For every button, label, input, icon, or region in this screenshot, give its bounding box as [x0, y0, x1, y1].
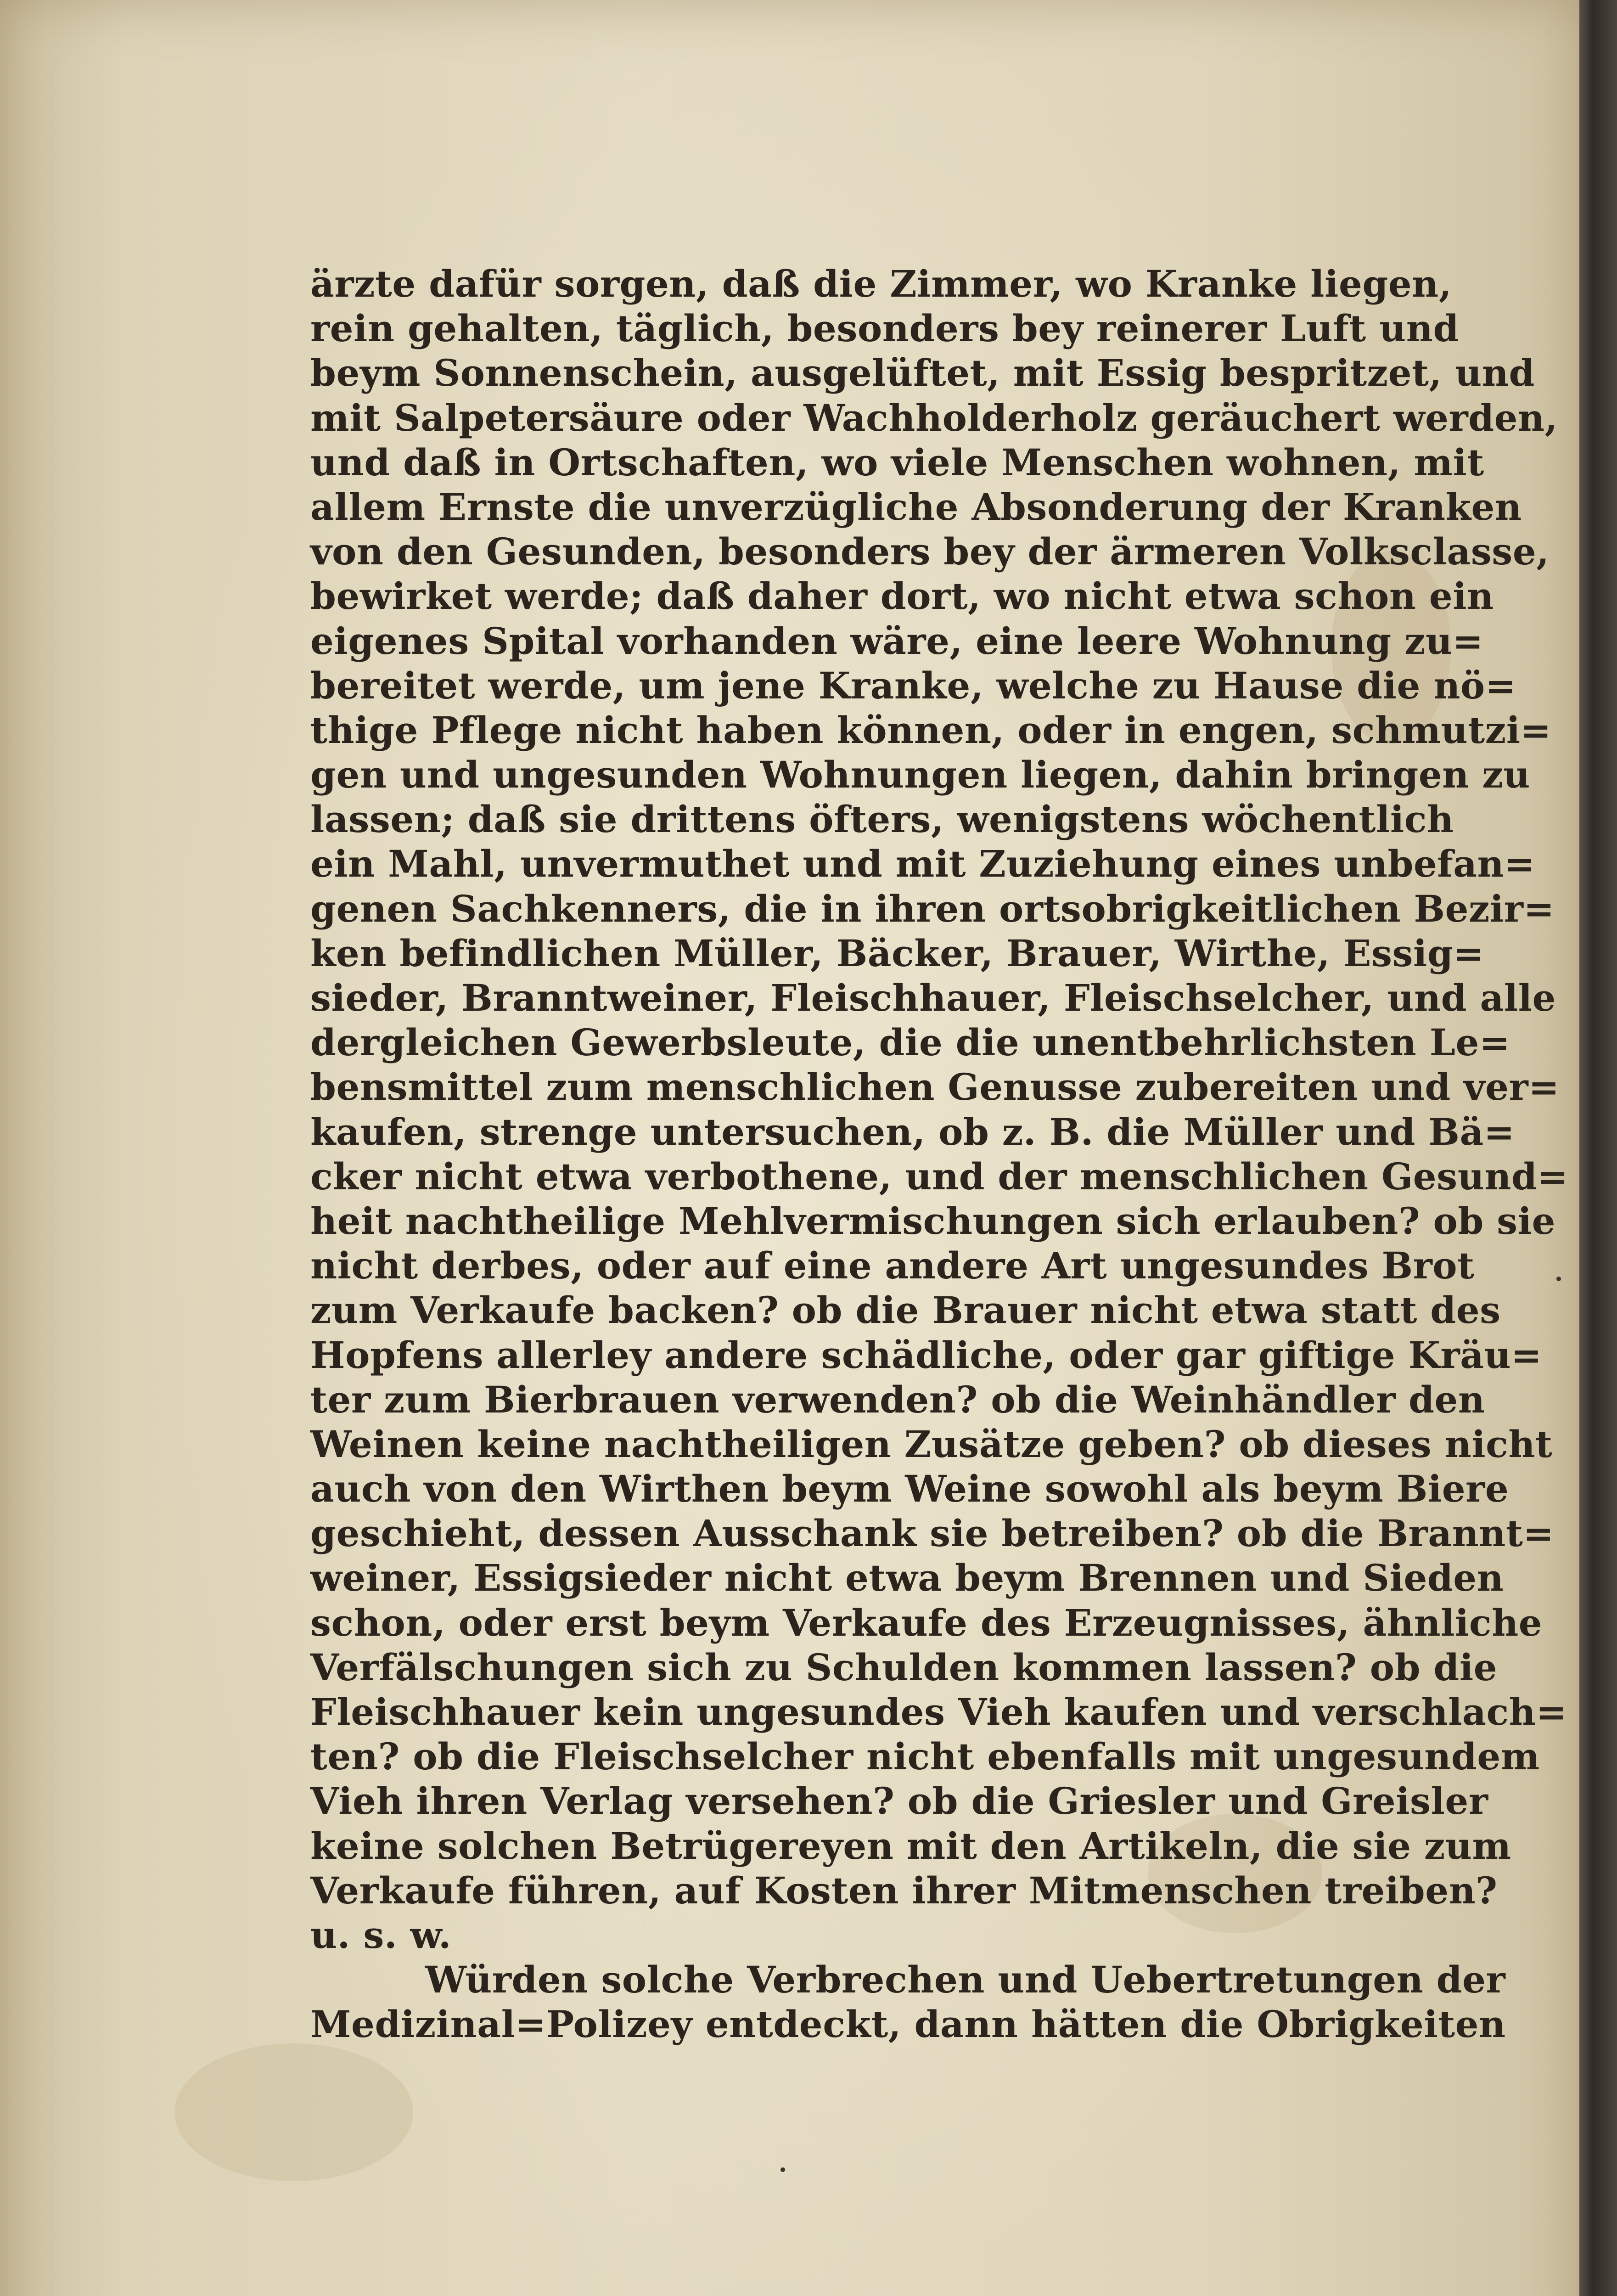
- text-line: kaufen, strenge untersuchen, ob z. B. die Müller und Bä=: [310, 1110, 1515, 1154]
- text-line: zum Verkaufe backen? ob die Brauer nicht etwa statt des: [310, 1289, 1501, 1332]
- text-line: beym Sonnenschein, ausgelüftet, mit Essig bespritzet, und: [310, 351, 1535, 395]
- text-line: und daß in Ortschaften, wo viele Menschen wohnen, mit: [310, 440, 1484, 484]
- text-line: Vieh ihren Verlag versehen? ob die Griesler und Greisler: [310, 1779, 1488, 1823]
- text-line: u. s. w.: [310, 1913, 452, 1957]
- text-line: bereitet werde, um jene Kranke, welche zu Hause die nö=: [310, 664, 1516, 707]
- text-line: gen und ungesunden Wohnungen liegen, dahin bringen zu: [310, 753, 1530, 797]
- text-line: ter zum Bierbrauen verwenden? ob die Weinhändler den: [310, 1378, 1485, 1421]
- text-line: geschieht, dessen Ausschank sie betreiben? ob die Brannt=: [310, 1512, 1554, 1555]
- text-line: heit nachtheilige Mehlvermischungen sich erlauben? ob sie: [310, 1199, 1555, 1243]
- text-line: bewirket werde; daß daher dort, wo nicht etwa schon ein: [310, 574, 1494, 618]
- text-line: Verkaufe führen, auf Kosten ihrer Mitmenschen treiben?: [310, 1868, 1498, 1912]
- text-line: genen Sachkenners, die in ihren ortsobrigkeitlichen Bezir=: [310, 887, 1555, 930]
- text-line: nicht derbes, oder auf eine andere Art ungesundes Brot: [310, 1244, 1475, 1288]
- text-line: Fleischhauer kein ungesundes Vieh kaufen und verschlach=: [310, 1690, 1567, 1733]
- text-line: mit Salpetersäure oder Wachholderholz geräuchert werden,: [310, 396, 1558, 439]
- book-gutter: [1579, 0, 1617, 2296]
- text-line: Weinen keine nachtheiligen Zusätze geben? ob dieses nicht: [310, 1422, 1553, 1466]
- text-line: ein Mahl, unvermuthet und mit Zuziehung eines unbefan=: [310, 842, 1535, 886]
- text-line: weiner, Essigsieder nicht etwa beym Brennen und Sieden: [310, 1556, 1504, 1600]
- text-line: von den Gesunden, besonders bey der ärmeren Volksclasse,: [310, 530, 1550, 574]
- text-line: auch von den Wirthen beym Weine sowohl als beym Biere: [310, 1467, 1509, 1511]
- text-line: Verfälschungen sich zu Schulden kommen lassen? ob die: [310, 1645, 1498, 1689]
- body-text: [310, 262, 1568, 2047]
- text-line: eigenes Spital vorhanden wäre, eine leere Wohnung zu=: [310, 619, 1484, 663]
- text-line: lassen; daß sie drittens öfters, wenigstens wöchentlich: [310, 798, 1454, 841]
- text-line: dergleichen Gewerbsleute, die die unentbehrlichsten Le=: [310, 1021, 1510, 1064]
- text-line: Würden solche Verbrechen und Uebertretungen der: [425, 1958, 1506, 2002]
- text-line: ten? ob die Fleischselcher nicht ebenfalls mit ungesundem: [310, 1735, 1540, 1778]
- text-line: ärzte dafür sorgen, daß die Zimmer, wo Kranke liegen,: [310, 262, 1452, 305]
- text-line: thige Pflege nicht haben können, oder in engen, schmutzi=: [310, 708, 1552, 752]
- text-line: allem Ernste die unverzügliche Absonderung der Kranken: [310, 485, 1522, 529]
- text-line: schon, oder erst beym Verkaufe des Erzeugnisses, ähnliche: [310, 1601, 1543, 1644]
- text-line: bensmittel zum menschlichen Genusse zubereiten und ver=: [310, 1065, 1560, 1109]
- text-line: Hopfens allerley andere schädliche, oder gar giftige Kräu=: [310, 1333, 1542, 1377]
- text-line: ken befindlichen Müller, Bäcker, Brauer, Wirthe, Essig=: [310, 931, 1484, 975]
- text-line: cker nicht etwa verbothene, und der menschlichen Gesund=: [310, 1154, 1568, 1198]
- text-line: keine solchen Betrügereyen mit den Artikeln, die sie zum: [310, 1824, 1511, 1868]
- text-line: sieder, Branntweiner, Fleischhauer, Fleischselcher, und alle: [310, 976, 1556, 1019]
- text-line: Medizinal=Polizey entdeckt, dann hätten die Obrigkeiten: [310, 2003, 1506, 2046]
- ink-speck: [1556, 1277, 1561, 1281]
- ink-speck: [780, 2167, 785, 2172]
- text-line: rein gehalten, täglich, besonders bey reinerer Luft und: [310, 307, 1459, 350]
- paper-stain: [174, 2043, 413, 2181]
